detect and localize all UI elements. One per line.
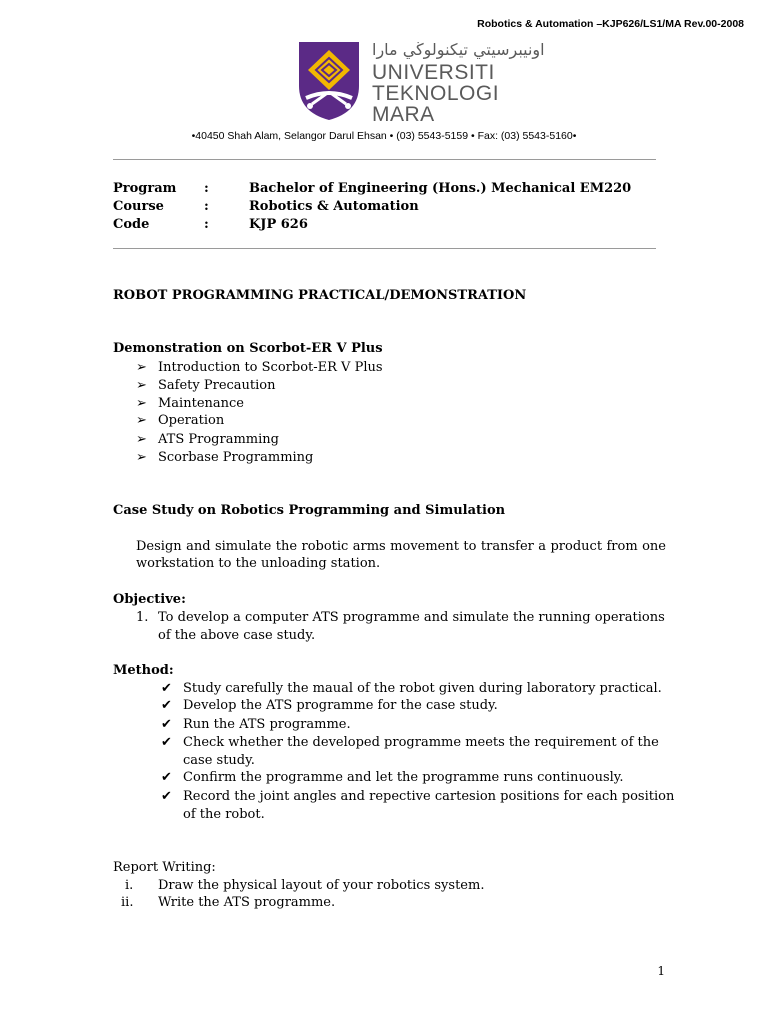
code-label: Code: [113, 217, 150, 232]
page-number: 1: [657, 964, 665, 978]
course-value: Robotics & Automation: [249, 199, 419, 214]
case-study-line1: Design and simulate the robotic arms movement to transfer a product from one: [136, 539, 666, 554]
checkmark-icon: ✔: [161, 770, 172, 785]
page-title: ROBOT PROGRAMMING PRACTICAL/DEMONSTRATION: [113, 288, 527, 303]
divider: [113, 248, 656, 249]
demonstration-heading: Demonstration on Scorbot-ER V Plus: [113, 341, 383, 356]
arrow-bullet-icon: ➢: [136, 413, 147, 428]
report-item: Draw the physical layout of your robotics system.: [158, 878, 485, 893]
checkmark-icon: ✔: [161, 789, 172, 804]
method-step: Check whether the developed programme meets the requirement of the: [183, 735, 659, 750]
objective-number: 1.: [136, 610, 149, 625]
method-heading: Method:: [113, 663, 174, 678]
report-item: Write the ATS programme.: [158, 895, 336, 910]
university-name-line3: MARA: [372, 103, 435, 126]
report-item-number: i.: [125, 878, 134, 893]
checkmark-icon: ✔: [161, 735, 172, 750]
program-value: Bachelor of Engineering (Hons.) Mechanical EM220: [249, 181, 632, 196]
divider: [113, 159, 656, 160]
checkmark-icon: ✔: [161, 698, 172, 713]
method-step: Develop the ATS programme for the case study.: [183, 698, 498, 713]
arrow-bullet-icon: ➢: [136, 396, 147, 411]
report-writing-heading: Report Writing:: [113, 860, 216, 875]
university-logo: [296, 40, 362, 126]
method-step: Run the ATS programme.: [183, 717, 351, 732]
course-label: Course: [113, 199, 164, 214]
university-name-line2: TEKNOLOGI: [372, 82, 500, 105]
arrow-bullet-icon: ➢: [136, 432, 147, 447]
colon: :: [204, 199, 209, 214]
colon: :: [204, 217, 209, 232]
university-address: •40450 Shah Alam, Selangor Darul Ehsan • (03) 5543-5159 • Fax: (03) 5543-5160•: [191, 130, 577, 142]
arrow-bullet-icon: ➢: [136, 450, 147, 465]
colon: :: [204, 181, 209, 196]
report-item-number: ii.: [121, 895, 134, 910]
uitm-crest-icon: [296, 40, 362, 122]
checkmark-icon: ✔: [161, 681, 172, 696]
method-step: Confirm the programme and let the programme runs continuously.: [183, 770, 624, 785]
list-item: Scorbase Programming: [158, 450, 314, 465]
method-step-continued: case study.: [183, 753, 255, 768]
checkmark-icon: ✔: [161, 717, 172, 732]
method-step-continued: of the robot.: [183, 807, 265, 822]
list-item: Safety Precaution: [158, 378, 276, 393]
university-name: [372, 62, 499, 125]
objective-line1: To develop a computer ATS programme and simulate the running operations: [158, 610, 665, 625]
document-reference: Robotics & Automation –KJP626/LS1/MA Rev.00-2008: [477, 18, 744, 30]
objective-line2: of the above case study.: [158, 628, 316, 643]
arrow-bullet-icon: ➢: [136, 360, 147, 375]
case-study-line2: workstation to the unloading station.: [136, 556, 381, 571]
objective-heading: Objective:: [113, 592, 186, 607]
university-name-line1: UNIVERSITI: [372, 61, 495, 84]
method-step: Study carefully the maual of the robot given during laboratory practical.: [183, 681, 662, 696]
list-item: Maintenance: [158, 396, 244, 411]
university-name-jawi: اونيبرسيتي تيكنولوڬي مارا: [372, 40, 545, 59]
list-item: ATS Programming: [158, 432, 279, 447]
list-item: Introduction to Scorbot-ER V Plus: [158, 360, 383, 375]
arrow-bullet-icon: ➢: [136, 378, 147, 393]
list-item: Operation: [158, 413, 225, 428]
code-value: KJP 626: [249, 217, 308, 232]
program-label: Program: [113, 181, 177, 196]
case-study-heading: Case Study on Robotics Programming and Simulation: [113, 503, 506, 518]
method-step: Record the joint angles and repective cartesion positions for each position: [183, 789, 675, 804]
